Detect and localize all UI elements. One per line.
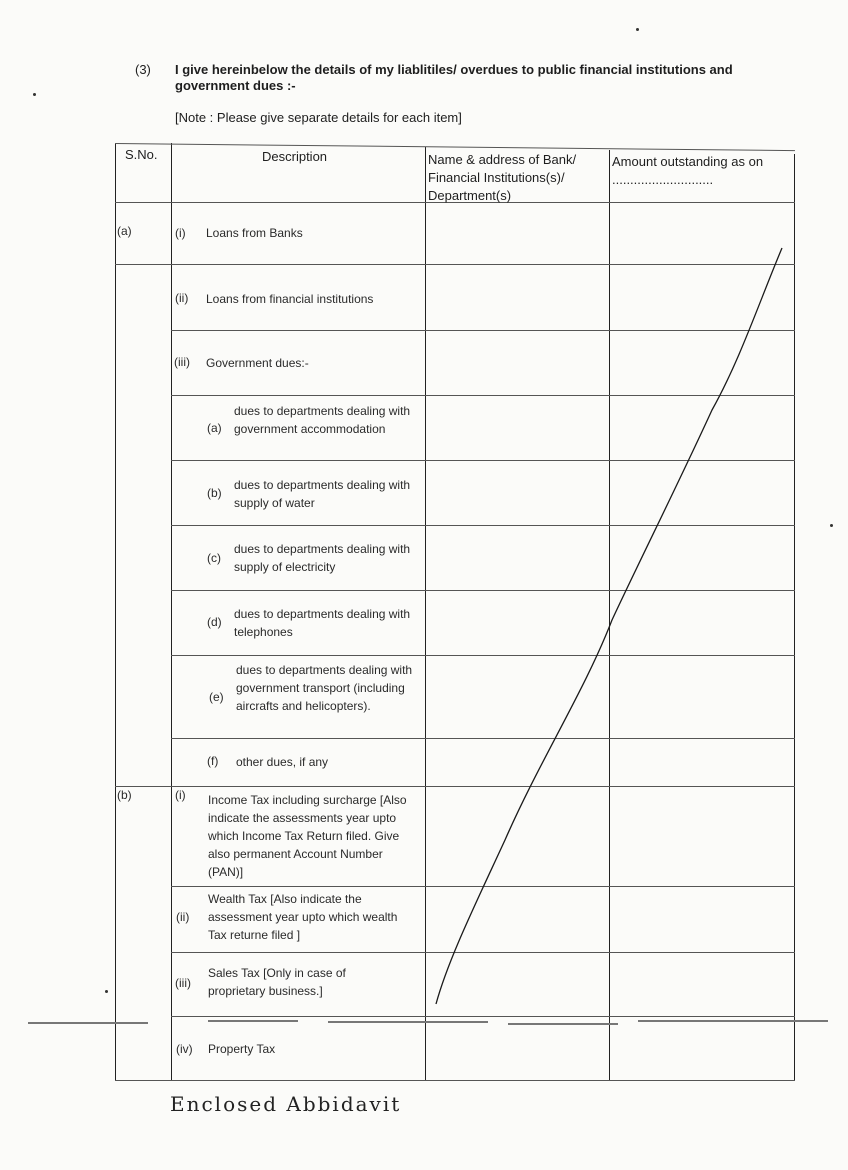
scan-speck [830, 524, 833, 527]
item-number: (b) [207, 486, 222, 500]
header-amount: Amount outstanding as on ............................ [612, 154, 764, 187]
item-wealth-tax: Wealth Tax [Also indicate the assessment year upto which wealth Tax returne filed ] [208, 892, 398, 942]
scan-speck [33, 93, 36, 96]
item-dues-government-transport: dues to departments dealing with government transport (including aircrafts and helicopters). [236, 663, 413, 713]
scan-speck [105, 990, 108, 993]
section-label-b: (b) [117, 788, 132, 802]
item-income-tax: Income Tax including surcharge [Also indicate the assessments year upto which Income Tax Return filed. Give also permanent Account Number (PAN)] [208, 793, 407, 879]
paragraph-number: (3) [135, 62, 151, 77]
item-number: (iii) [174, 355, 190, 369]
item-number: (iv) [176, 1042, 193, 1056]
item-property-tax: Property Tax [208, 1042, 276, 1056]
item-number: (i) [175, 226, 186, 240]
handwritten-note: Enclosed Abbidavit [170, 1092, 402, 1116]
item-other-dues: other dues, if any [236, 755, 329, 769]
item-number: (i) [175, 788, 186, 802]
item-number: (f) [207, 754, 219, 768]
item-sales-tax: Sales Tax [Only in case of proprietary business.] [208, 966, 346, 998]
item-number: (e) [209, 690, 224, 704]
header-name-address: Name & address of Bank/ Financial Institutions(s)/ Department(s) [428, 152, 577, 203]
note-text: [Note : Please give separate details for each item] [175, 110, 462, 125]
item-number: (c) [207, 551, 221, 565]
item-government-dues: Government dues:- [206, 356, 309, 370]
item-number: (ii) [176, 910, 190, 924]
item-number: (iii) [175, 976, 191, 990]
section-label-a: (a) [117, 224, 132, 238]
item-number: (d) [207, 615, 222, 629]
item-dues-government-accommodation: dues to departments dealing with government accommodation [234, 404, 411, 436]
header-description: Description [262, 149, 328, 164]
item-number: (ii) [175, 291, 189, 305]
item-dues-supply-of-electricity: dues to departments dealing with supply of electricity [234, 542, 411, 574]
item-dues-telephones: dues to departments dealing with telephones [234, 607, 411, 639]
header-sno: S.No. [125, 147, 158, 162]
item-dues-supply-of-water: dues to departments dealing with supply of water [234, 478, 411, 510]
scan-speck [636, 28, 639, 31]
item-loans-from-banks: Loans from Banks [206, 226, 303, 240]
scan-artifact [28, 1018, 840, 1028]
paragraph-text: I give hereinbelow the details of my liablitiles/ overdues to public financial institutions and government dues :- [175, 62, 733, 93]
item-loans-from-financial-institutions: Loans from financial institutions [206, 292, 374, 306]
item-number: (a) [207, 421, 222, 435]
